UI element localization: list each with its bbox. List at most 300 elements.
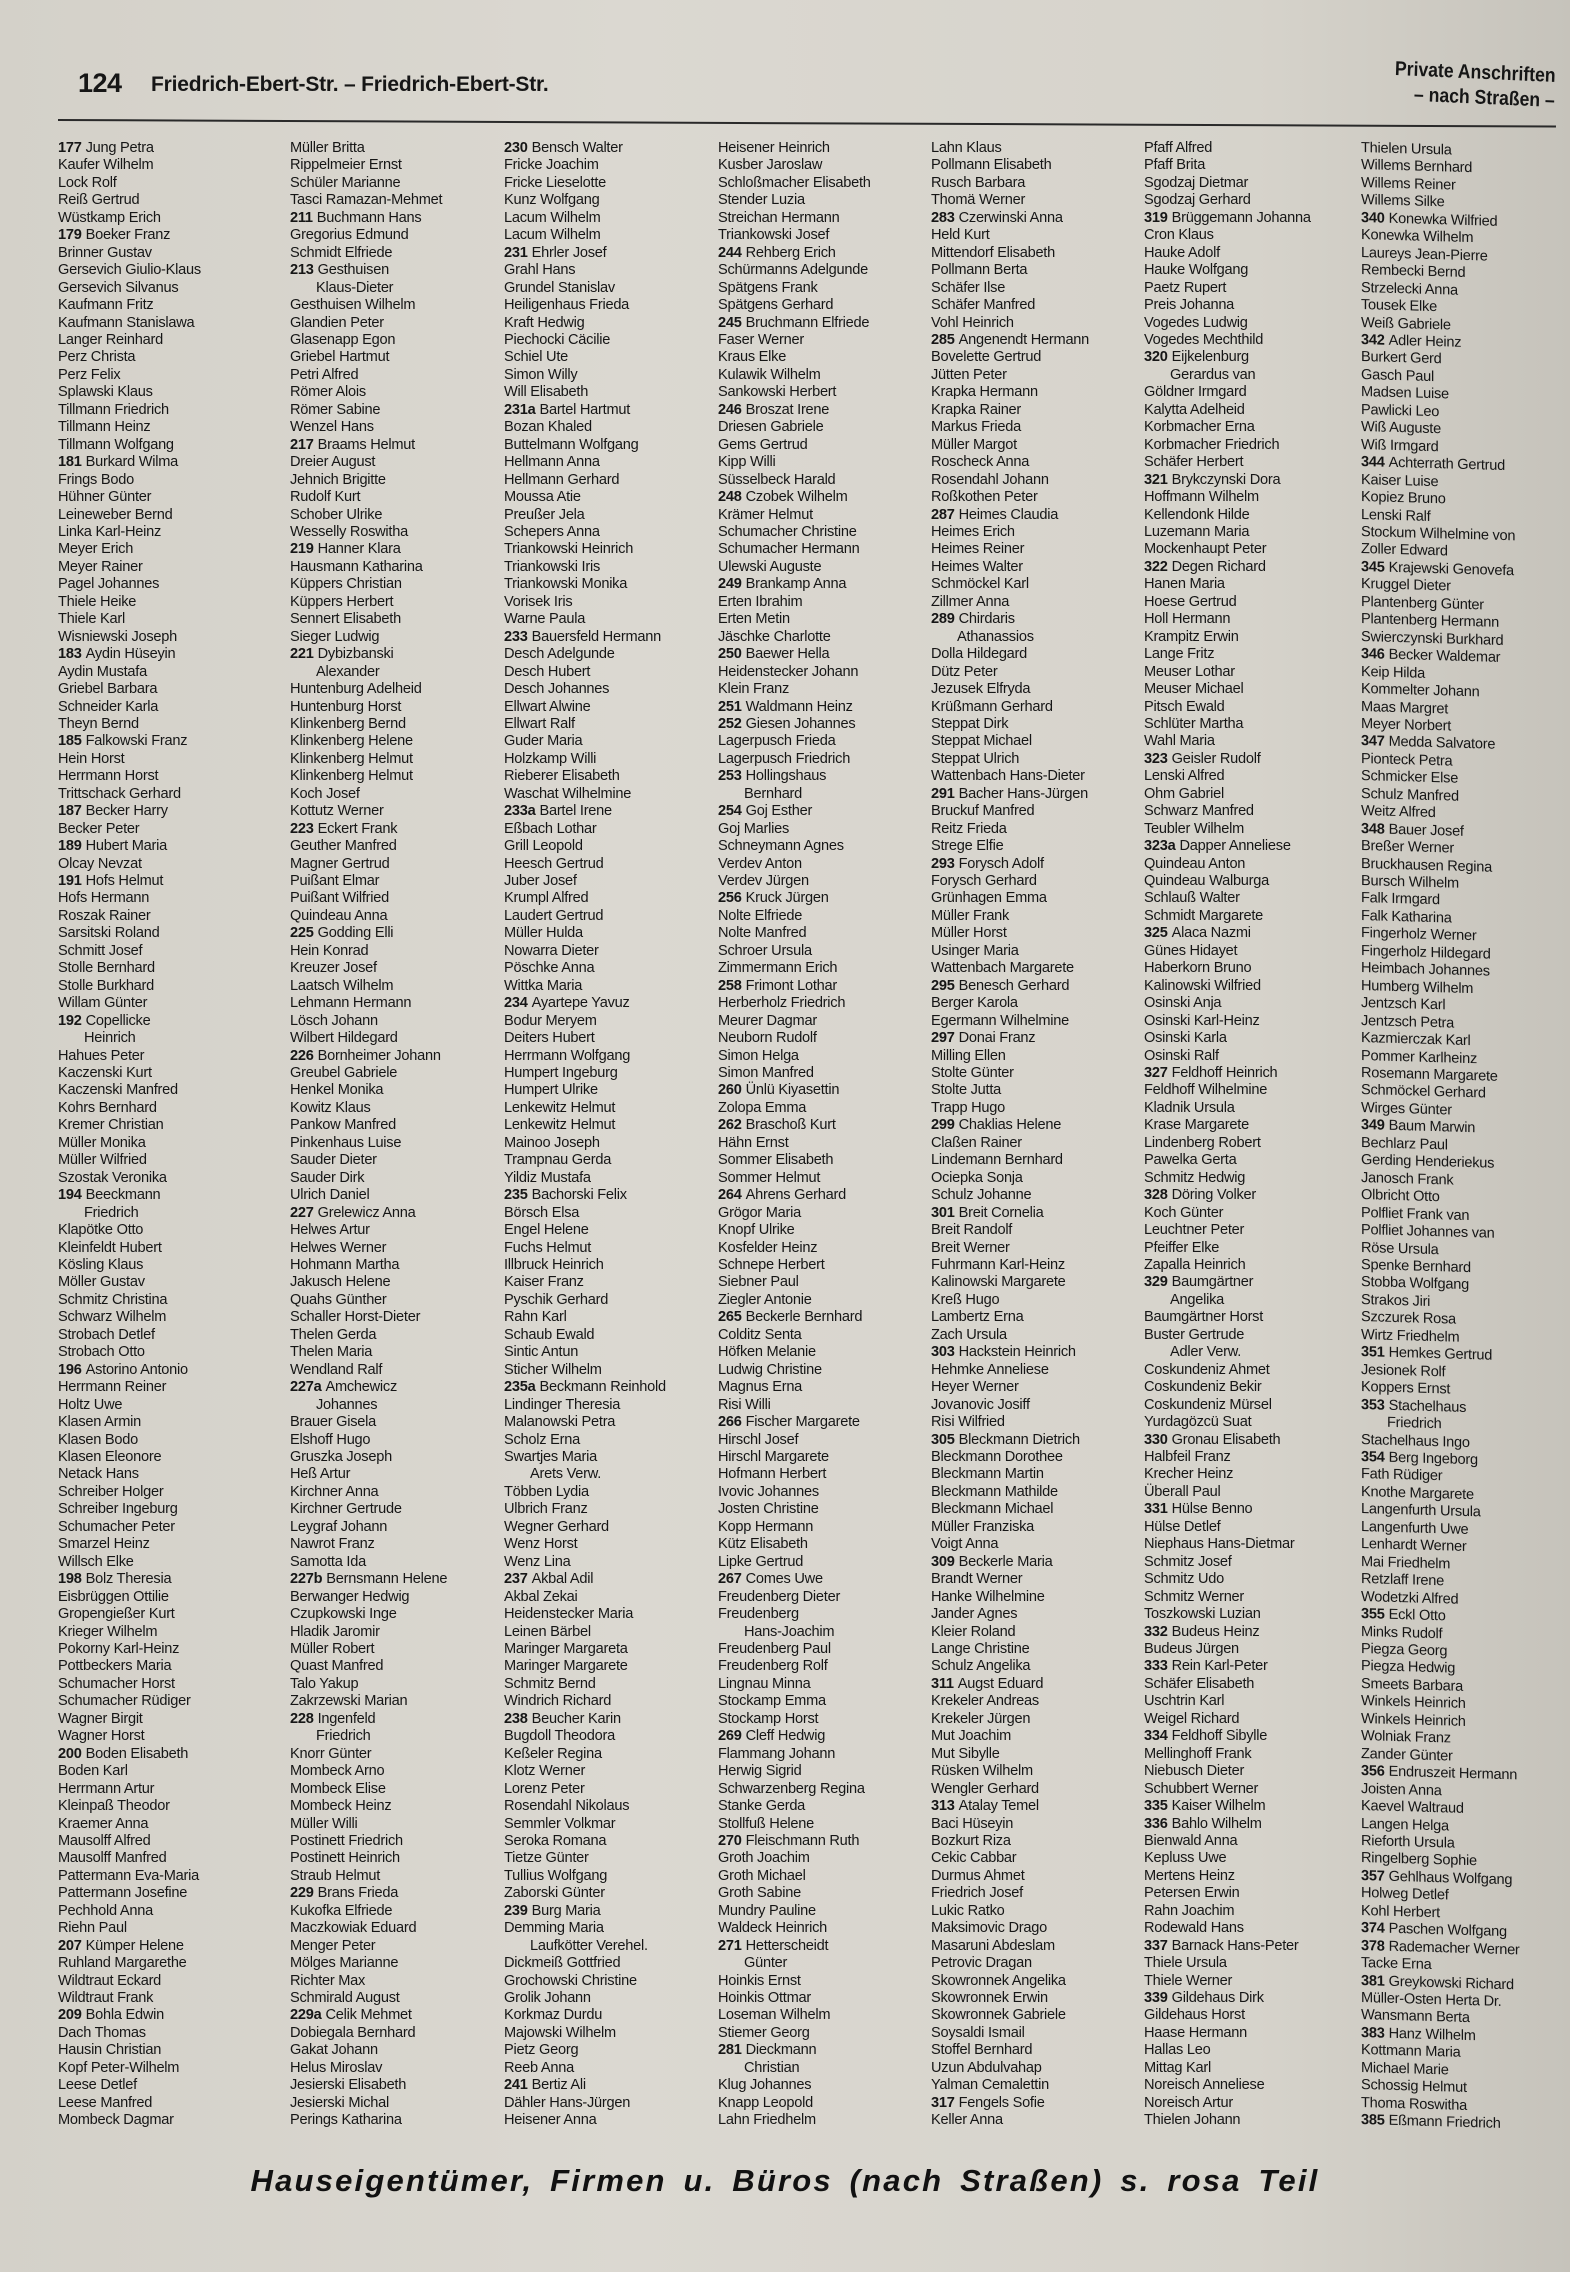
- directory-entry: Heidenstecker Maria: [504, 1606, 634, 1623]
- directory-entry: Langenfurth Uwe: [1361, 1518, 1469, 1538]
- directory-entry: Klasen Eleonore: [58, 1448, 162, 1465]
- directory-entry: Langenfurth Ursula: [1361, 1501, 1481, 1521]
- directory-entry: Thiele Karl: [58, 611, 126, 628]
- directory-entry: Ziegler Antonie: [718, 1291, 812, 1308]
- entry-continuation: Alexander: [316, 663, 380, 680]
- resident-name: Ünlü Kiyasettin: [745, 1082, 840, 1099]
- directory-entry: [58, 1938, 263, 1955]
- directory-entry: Korkmaz Durdu: [504, 2007, 603, 2024]
- resident-name: Rehberg Erich: [745, 244, 836, 261]
- house-number: 179: [58, 227, 82, 244]
- directory-entry: Heiligenhaus Frieda: [504, 297, 630, 314]
- house-number: 262: [718, 1117, 742, 1134]
- directory-entry: Stanke Gerda: [718, 1798, 806, 1815]
- directory-entry: Sommer Elisabeth: [718, 1152, 834, 1169]
- directory-entry: Fricke Lieselotte: [504, 174, 607, 191]
- directory-entry: Schreiber Holger: [58, 1483, 164, 1500]
- directory-entry: Wansmann Berta: [1361, 2007, 1470, 2027]
- directory-entry: Gregorius Edmund: [290, 227, 409, 244]
- directory-entry: [504, 1571, 709, 1588]
- directory-entry: Bozkurt Riza: [931, 1832, 1011, 1849]
- resident-name: Akbal Adil: [531, 1571, 594, 1588]
- directory-entry: [1144, 1938, 1349, 1955]
- directory-entry: Osinski Ralf: [1144, 1047, 1219, 1064]
- directory-entry: Schulz Johanne: [931, 1187, 1032, 1204]
- directory-entry: Jesionek Rolf: [1361, 1361, 1446, 1381]
- directory-entry: [718, 768, 923, 785]
- directory-entry: Coskundeniz Mürsel: [1144, 1396, 1272, 1413]
- directory-entry: Simon Helga: [718, 1047, 799, 1064]
- directory-entry: Schlauß Walter: [1144, 890, 1240, 907]
- directory-entry: Zoller Edward: [1361, 541, 1448, 560]
- directory-entry: Smarzel Heinz: [58, 1536, 150, 1553]
- directory-entry: Fuhrmann Karl-Heinz: [931, 1257, 1065, 1273]
- directory-entry: Wegner Gerhard: [504, 1518, 609, 1535]
- directory-entry: Swartjes Maria: [504, 1448, 598, 1465]
- directory-entry: Vogedes Mechthild: [1144, 331, 1264, 348]
- directory-entry: Grünhagen Emma: [931, 890, 1047, 907]
- directory-entry: Hofmann Herbert: [718, 1466, 827, 1483]
- directory-entry: [290, 1711, 495, 1728]
- directory-entry: Roszak Rainer: [58, 907, 151, 924]
- directory-entry: Weitz Alfred: [1361, 803, 1436, 822]
- directory-entry: Kazmierczak Karl: [1361, 1030, 1471, 1050]
- directory-entry: Mausolff Alfred: [58, 1832, 151, 1849]
- directory-entry: Kaiser Luise: [1361, 471, 1439, 490]
- house-number: 301: [931, 1204, 955, 1221]
- directory-entry: Skowronnek Angelika: [931, 1972, 1066, 1989]
- directory-entry: Madsen Luise: [1361, 384, 1449, 403]
- directory-entry: [504, 1711, 709, 1728]
- resident-name: Ayartepe Yavuz: [531, 995, 630, 1012]
- directory-entry: [58, 2007, 263, 2024]
- house-number: 305: [931, 1431, 955, 1448]
- directory-entry: Schmitz Christina: [58, 1291, 168, 1308]
- house-number: 244: [718, 244, 742, 261]
- house-number: 230: [504, 140, 528, 156]
- resident-name: Brans Frieda: [317, 1885, 399, 1902]
- directory-entry: Strzelecki Anna: [1361, 279, 1458, 299]
- resident-name: Amchewicz: [325, 1379, 398, 1396]
- directory-entry: Jakusch Helene: [290, 1274, 391, 1291]
- directory-entry: Maringer Margareta: [504, 1640, 628, 1657]
- directory-entry: [1144, 925, 1349, 942]
- directory-entry: Preis Johanna: [1144, 297, 1235, 314]
- directory-entry: Heisener Heinrich: [718, 140, 830, 156]
- resident-name: Stachelhaus: [1388, 1397, 1467, 1416]
- house-number: 235a: [504, 1379, 536, 1396]
- directory-entry: Trampnau Gerda: [504, 1152, 612, 1169]
- resident-name: Atalay Temel: [958, 1798, 1039, 1815]
- directory-entry: Josten Christine: [718, 1501, 819, 1518]
- directory-entry: Linka Karl-Heinz: [58, 523, 162, 540]
- house-number: 226: [290, 1047, 314, 1064]
- directory-entry: Yalman Cemalettin: [931, 2077, 1049, 2094]
- directory-entry: Bechlarz Paul: [1361, 1134, 1448, 1154]
- directory-entry: Strobach Detlef: [58, 1326, 155, 1343]
- directory-entry: Schwarz Manfred: [1144, 803, 1254, 820]
- directory-entry: Bienwald Anna: [1144, 1832, 1238, 1849]
- directory-entry: Müller Margot: [931, 436, 1017, 453]
- directory-entry: Hirschl Josef: [718, 1431, 799, 1448]
- directory-entry: Cron Klaus: [1144, 227, 1214, 244]
- directory-entry: [718, 646, 923, 663]
- directory-entry: Pionteck Petra: [1361, 750, 1453, 770]
- directory-entry: Groth Joachim: [718, 1850, 810, 1867]
- section-heading: [1343, 55, 1556, 114]
- directory-entry: Klapötke Otto: [58, 1222, 144, 1239]
- directory-entry: Müller Willi: [290, 1815, 358, 1832]
- directory-entry: Engel Helene: [504, 1222, 589, 1239]
- directory-entry: Jehnich Brigitte: [290, 471, 386, 488]
- directory-entry: Kalinowski Margarete: [931, 1274, 1066, 1291]
- directory-entry: Herrmann Horst: [58, 768, 159, 785]
- directory-entry: Mombeck Arno: [290, 1763, 385, 1780]
- directory-entry: Tillmann Heinz: [58, 419, 151, 436]
- directory-entry: Klinkenberg Helmut: [290, 750, 413, 767]
- resident-name: Hemkes Gertrud: [1388, 1345, 1493, 1364]
- directory-entry: Lagerpusch Frieda: [718, 733, 836, 750]
- directory-entry: Ruhland Margarethe: [58, 1955, 187, 1972]
- directory-entry: Humpert Ulrike: [504, 1082, 598, 1099]
- directory-entry: Pechhold Anna: [58, 1902, 153, 1919]
- directory-entry: [718, 1082, 923, 1099]
- house-number: 258: [718, 977, 742, 994]
- directory-entry: [290, 1205, 495, 1222]
- house-number: 266: [718, 1414, 742, 1431]
- directory-entry: Korbmacher Friedrich: [1144, 436, 1280, 453]
- header-rule: [58, 119, 1556, 128]
- directory-entry: Dolla Hildegard: [931, 646, 1028, 663]
- house-number: 194: [58, 1187, 82, 1204]
- directory-entry: Pinkenhaus Luise: [290, 1134, 402, 1151]
- directory-entry: Postinett Friedrich: [290, 1832, 403, 1849]
- directory-entry: Magner Gertrud: [290, 855, 390, 872]
- resident-name: Braschoß Kurt: [745, 1117, 836, 1134]
- directory-entry: Loseman Wilhelm: [718, 2007, 831, 2024]
- directory-entry: Meuser Lothar: [1144, 663, 1235, 680]
- directory-entry: Roßkothen Peter: [931, 489, 1038, 506]
- directory-entry: Driesen Gabriele: [718, 419, 824, 436]
- directory-entry: Vorisek Iris: [504, 593, 573, 610]
- directory-entry: Willsch Elke: [58, 1553, 134, 1570]
- directory-entry: Milling Ellen: [931, 1047, 1006, 1064]
- directory-entry: Schumacher Peter: [58, 1518, 175, 1535]
- directory-entry: Knothe Margarete: [1361, 1483, 1474, 1504]
- directory-entry: Uzun Abdulvahap: [931, 2059, 1042, 2076]
- house-number: 309: [931, 1553, 955, 1570]
- house-number: 287: [931, 506, 955, 523]
- directory-entry: [1144, 1432, 1349, 1449]
- directory-entry: Baci Hüseyin: [931, 1815, 1014, 1832]
- resident-name: Goj Esther: [745, 803, 813, 820]
- directory-entry: Jezusek Elfryda: [931, 681, 1031, 698]
- directory-entry: Rahn Joachim: [1144, 1902, 1235, 1919]
- house-number: 271: [718, 1937, 742, 1954]
- directory-entry: Schaller Horst-Dieter: [290, 1309, 421, 1326]
- house-number: 209: [58, 2007, 82, 2024]
- directory-entry: Lenkewitz Helmut: [504, 1099, 616, 1116]
- directory-entry: Kreuzer Josef: [290, 960, 377, 977]
- directory-entry: Schumacher Horst: [58, 1675, 175, 1692]
- directory-entry: Lahn Friedhelm: [718, 2112, 816, 2129]
- directory-entry: Hladik Jaromir: [290, 1623, 380, 1640]
- directory-entry: Küppers Herbert: [290, 593, 394, 610]
- resident-name: Hubert Maria: [85, 838, 167, 855]
- directory-entry: Wesselly Roswitha: [290, 523, 408, 540]
- directory-entry: Jentzsch Karl: [1361, 995, 1446, 1014]
- directory-entry: Lenski Alfred: [1144, 768, 1225, 785]
- directory-entry: Holtz Uwe: [58, 1396, 123, 1413]
- directory-entry: Huntenburg Horst: [290, 698, 402, 715]
- directory-entry: Mausolff Manfred: [58, 1850, 167, 1867]
- directory-entry: Krapka Rainer: [931, 401, 1022, 418]
- resident-name: Becker Waldemar: [1388, 646, 1501, 667]
- directory-entry: Henkel Monika: [290, 1082, 384, 1099]
- directory-entry: [931, 611, 1136, 628]
- resident-name: Hülse Benno: [1171, 1501, 1253, 1518]
- directory-entry: Ohm Gabriel: [1144, 785, 1224, 802]
- directory-entry: Zillmer Anna: [931, 593, 1010, 610]
- directory-entry: Schneymann Agnes: [718, 838, 844, 855]
- directory-entry: Schmöckel Karl: [931, 576, 1029, 593]
- directory-entry: Fath Rüdiger: [1361, 1466, 1443, 1485]
- directory-entry: Maczkowiak Eduard: [290, 1920, 417, 1937]
- directory-entry: Überall Paul: [1144, 1483, 1221, 1500]
- directory-entry: [504, 140, 709, 157]
- directory-entry: Sieger Ludwig: [290, 628, 380, 645]
- directory-entry: Schmidt Margarete: [1144, 907, 1264, 924]
- directory-entry: Perz Felix: [58, 366, 121, 383]
- directory-entry: Gems Gertrud: [718, 436, 808, 453]
- directory-entry: Grill Leopold: [504, 838, 583, 855]
- directory-column-2: [290, 140, 495, 2130]
- house-number: 241: [504, 2077, 528, 2094]
- house-number: 289: [931, 611, 955, 628]
- directory-entry: Lindemann Bernhard: [931, 1152, 1063, 1169]
- directory-entry: Sticher Wilhelm: [504, 1361, 602, 1378]
- resident-name: Konewka Wilfried: [1388, 210, 1498, 230]
- directory-entry: Rahn Karl: [504, 1309, 567, 1326]
- directory-entry: Dach Thomas: [58, 2024, 146, 2041]
- directory-entry: Mombeck Dagmar: [58, 2112, 174, 2129]
- directory-entry: [718, 402, 923, 419]
- house-number: 285: [931, 331, 955, 348]
- directory-entry: Stender Luzia: [718, 192, 805, 209]
- directory-entry: Berwanger Hedwig: [290, 1588, 410, 1605]
- directory-column-1: [58, 140, 263, 2130]
- directory-entry: [290, 2007, 495, 2024]
- directory-entry: Talo Yakup: [290, 1675, 359, 1692]
- resident-name: Eckert Frank: [317, 820, 398, 837]
- house-number: 356: [1361, 1763, 1385, 1780]
- house-number: 353: [1361, 1396, 1385, 1414]
- directory-entry: Herberholz Friedrich: [718, 995, 846, 1012]
- directory-entry: Becker Peter: [58, 820, 140, 837]
- house-number: 342: [1361, 331, 1385, 349]
- directory-entry: Wiß Auguste: [1361, 419, 1441, 438]
- directory-entry: Freudenberg Dieter: [718, 1588, 841, 1605]
- house-number: 227: [290, 1204, 314, 1221]
- directory-entry: Schloßmacher Elisabeth: [718, 174, 871, 191]
- house-number: 269: [718, 1728, 742, 1745]
- directory-entry: Grochowski Christine: [504, 1972, 637, 1989]
- house-number: 355: [1361, 1606, 1385, 1623]
- directory-entry: Zaborski Günter: [504, 1885, 605, 1902]
- directory-column-7: [1361, 140, 1566, 2135]
- directory-entry: Krase Margarete: [1144, 1117, 1249, 1134]
- directory-entry: Göldner Irmgard: [1144, 384, 1247, 401]
- entry-continuation: Bernhard: [744, 785, 803, 802]
- directory-entry: Schmicker Else: [1361, 768, 1459, 788]
- directory-entry: Krumpl Alfred: [504, 890, 589, 907]
- resident-name: Beckerle Maria: [958, 1553, 1053, 1570]
- directory-entry: Samotta Ida: [290, 1553, 366, 1570]
- directory-entry: Heß Artur: [290, 1466, 351, 1483]
- directory-entry: Leese Detlef: [58, 2077, 137, 2094]
- directory-entry: Sennert Elisabeth: [290, 611, 401, 628]
- directory-entry: Klug Johannes: [718, 2077, 812, 2094]
- directory-entry: Thelen Gerda: [290, 1326, 377, 1343]
- directory-entry: Konewka Wilhelm: [1361, 227, 1474, 247]
- directory-entry: Splawski Klaus: [58, 384, 153, 401]
- house-number: 219: [290, 541, 314, 558]
- directory-entry: Kopiez Bruno: [1361, 489, 1446, 508]
- resident-name: Kruck Jürgen: [745, 890, 829, 907]
- directory-entry: Wüstkamp Erich: [58, 209, 161, 226]
- directory-entry: Reitz Frieda: [931, 820, 1007, 837]
- resident-name: Waldmann Heinz: [745, 698, 853, 715]
- directory-entry: Kreß Hugo: [931, 1291, 1000, 1308]
- house-number: 237: [504, 1571, 528, 1588]
- directory-entry: [718, 1414, 923, 1431]
- directory-entry: Holl Hermann: [1144, 611, 1231, 628]
- house-number: 345: [1361, 558, 1385, 576]
- directory-entry: Herrmann Reiner: [58, 1379, 167, 1396]
- directory-entry: Schubbert Werner: [1144, 1780, 1259, 1797]
- house-number: 348: [1361, 820, 1385, 838]
- resident-name: Bartel Irene: [539, 803, 612, 820]
- directory-entry: Bugdoll Theodora: [504, 1728, 615, 1745]
- directory-entry: Thiele Ursula: [1144, 1955, 1227, 1972]
- directory-entry: Breßer Werner: [1361, 838, 1454, 857]
- directory-entry: Polfliet Johannes van: [1361, 1222, 1495, 1242]
- directory-entry: Kremer Christian: [58, 1117, 164, 1134]
- directory-entry: Wattenbach Margarete: [931, 960, 1074, 977]
- directory-entry: Grögor Maria: [718, 1204, 801, 1221]
- directory-entry: Triankowski Heinrich: [504, 541, 634, 558]
- house-number: 254: [718, 803, 742, 820]
- directory-entry: Stockum Wilhelmine von: [1361, 523, 1516, 545]
- directory-entry: Aydin Mustafa: [58, 663, 147, 680]
- directory-entry: Risi Wilfried: [931, 1414, 1005, 1431]
- directory-entry: [290, 262, 495, 279]
- resident-name: Boeker Franz: [85, 227, 171, 244]
- directory-entry: Schneider Karla: [58, 698, 159, 715]
- directory-entry: Pietz Georg: [504, 2042, 579, 2059]
- directory-entry: Vogedes Ludwig: [1144, 314, 1248, 331]
- house-number: 260: [718, 1082, 742, 1099]
- entry-continuation: Angelika: [1170, 1291, 1224, 1308]
- directory-entry: [290, 1571, 495, 1588]
- directory-entry: Pollmann Elisabeth: [931, 157, 1052, 174]
- resident-name: Barnack Hans-Peter: [1171, 1937, 1299, 1954]
- directory-entry: Langen Helga: [1361, 1815, 1449, 1834]
- directory-entry: Schmitz Werner: [1144, 1588, 1245, 1605]
- resident-name: Forysch Adolf: [958, 855, 1044, 872]
- directory-entry: [718, 716, 923, 733]
- directory-entry: Zolopa Emma: [718, 1099, 807, 1116]
- resident-name: Chirdaris: [958, 611, 1015, 628]
- directory-entry: [718, 1833, 923, 1850]
- directory-entry: Zander Günter: [1361, 1745, 1453, 1765]
- house-number: 319: [1144, 209, 1168, 226]
- directory-entry: Gakat Johann: [290, 2042, 378, 2059]
- directory-entry: Schlüter Martha: [1144, 715, 1244, 732]
- directory-entry: Pattermann Josefine: [58, 1885, 188, 1902]
- directory-entry: Glasenapp Egon: [290, 331, 396, 348]
- directory-entry: Haberkorn Bruno: [1144, 960, 1252, 977]
- house-number: 181: [58, 454, 82, 471]
- directory-entry: Egermann Wilhelmine: [931, 1012, 1070, 1029]
- directory-entry: Wirges Günter: [1361, 1099, 1452, 1119]
- directory-entry: Hein Konrad: [290, 942, 369, 959]
- directory-entry: Boden Karl: [58, 1763, 128, 1780]
- house-number: 295: [931, 977, 955, 994]
- resident-name: Baewer Hella: [745, 646, 830, 663]
- directory-entry: Risi Willi: [718, 1396, 771, 1413]
- directory-entry: Hoffmann Wilhelm: [1144, 489, 1259, 506]
- directory-entry: Keller Anna: [931, 2112, 1003, 2129]
- directory-entry: Tillmann Friedrich: [58, 401, 169, 418]
- directory-entry: Schumacher Hermann: [718, 541, 860, 558]
- directory-entry: Czupkowski Inge: [290, 1606, 397, 1623]
- directory-entry: Willems Bernhard: [1361, 157, 1473, 177]
- directory-entry: Quahs Günther: [290, 1291, 387, 1308]
- directory-entry: Pfeiffer Elke: [1144, 1239, 1220, 1256]
- resident-name: Bohla Edwin: [85, 2007, 164, 2024]
- house-number: 252: [718, 715, 742, 732]
- directory-entry: Szczurek Rosa: [1361, 1309, 1456, 1329]
- entry-continuation: Laufkötter Verehel.: [530, 1937, 648, 1954]
- resident-name: Bachorski Felix: [531, 1187, 627, 1204]
- directory-entry: Ellwart Ralf: [504, 715, 575, 732]
- directory-entry: Müller Horst: [931, 925, 1007, 942]
- directory-entry: Plantenberg Günter: [1361, 593, 1484, 614]
- directory-entry: Postinett Heinrich: [290, 1850, 400, 1867]
- directory-entry: Weigel Richard: [1144, 1710, 1240, 1727]
- entry-continuation: Hans-Joachim: [744, 1623, 835, 1640]
- directory-entry: Streichan Hermann: [718, 209, 840, 226]
- directory-entry: Steppat Ulrich: [931, 750, 1020, 767]
- house-number: 221: [290, 646, 314, 663]
- resident-name: Eßmann Friedrich: [1388, 2112, 1501, 2133]
- directory-entry: [58, 873, 263, 890]
- directory-entry: Soysaldi Ismail: [931, 2024, 1025, 2041]
- directory-entry: Lingnau Minna: [718, 1675, 811, 1692]
- directory-entry: Koch Josef: [290, 785, 360, 802]
- resident-name: Braams Helmut: [317, 436, 415, 453]
- directory-entry: Kottutz Werner: [290, 803, 384, 820]
- directory-entry: Thiele Heike: [58, 593, 137, 610]
- directory-entry: Schmitz Udo: [1144, 1571, 1224, 1588]
- directory-entry: Osinski Karla: [1144, 1030, 1227, 1047]
- directory-entry: Tullius Wolfgang: [504, 1867, 608, 1884]
- resident-name: Czerwinski Anna: [958, 209, 1063, 226]
- directory-entry: Osinski Anja: [1144, 995, 1222, 1012]
- directory-entry: Stollfuß Helene: [718, 1815, 815, 1832]
- directory-entry: Klinkenberg Bernd: [290, 715, 406, 732]
